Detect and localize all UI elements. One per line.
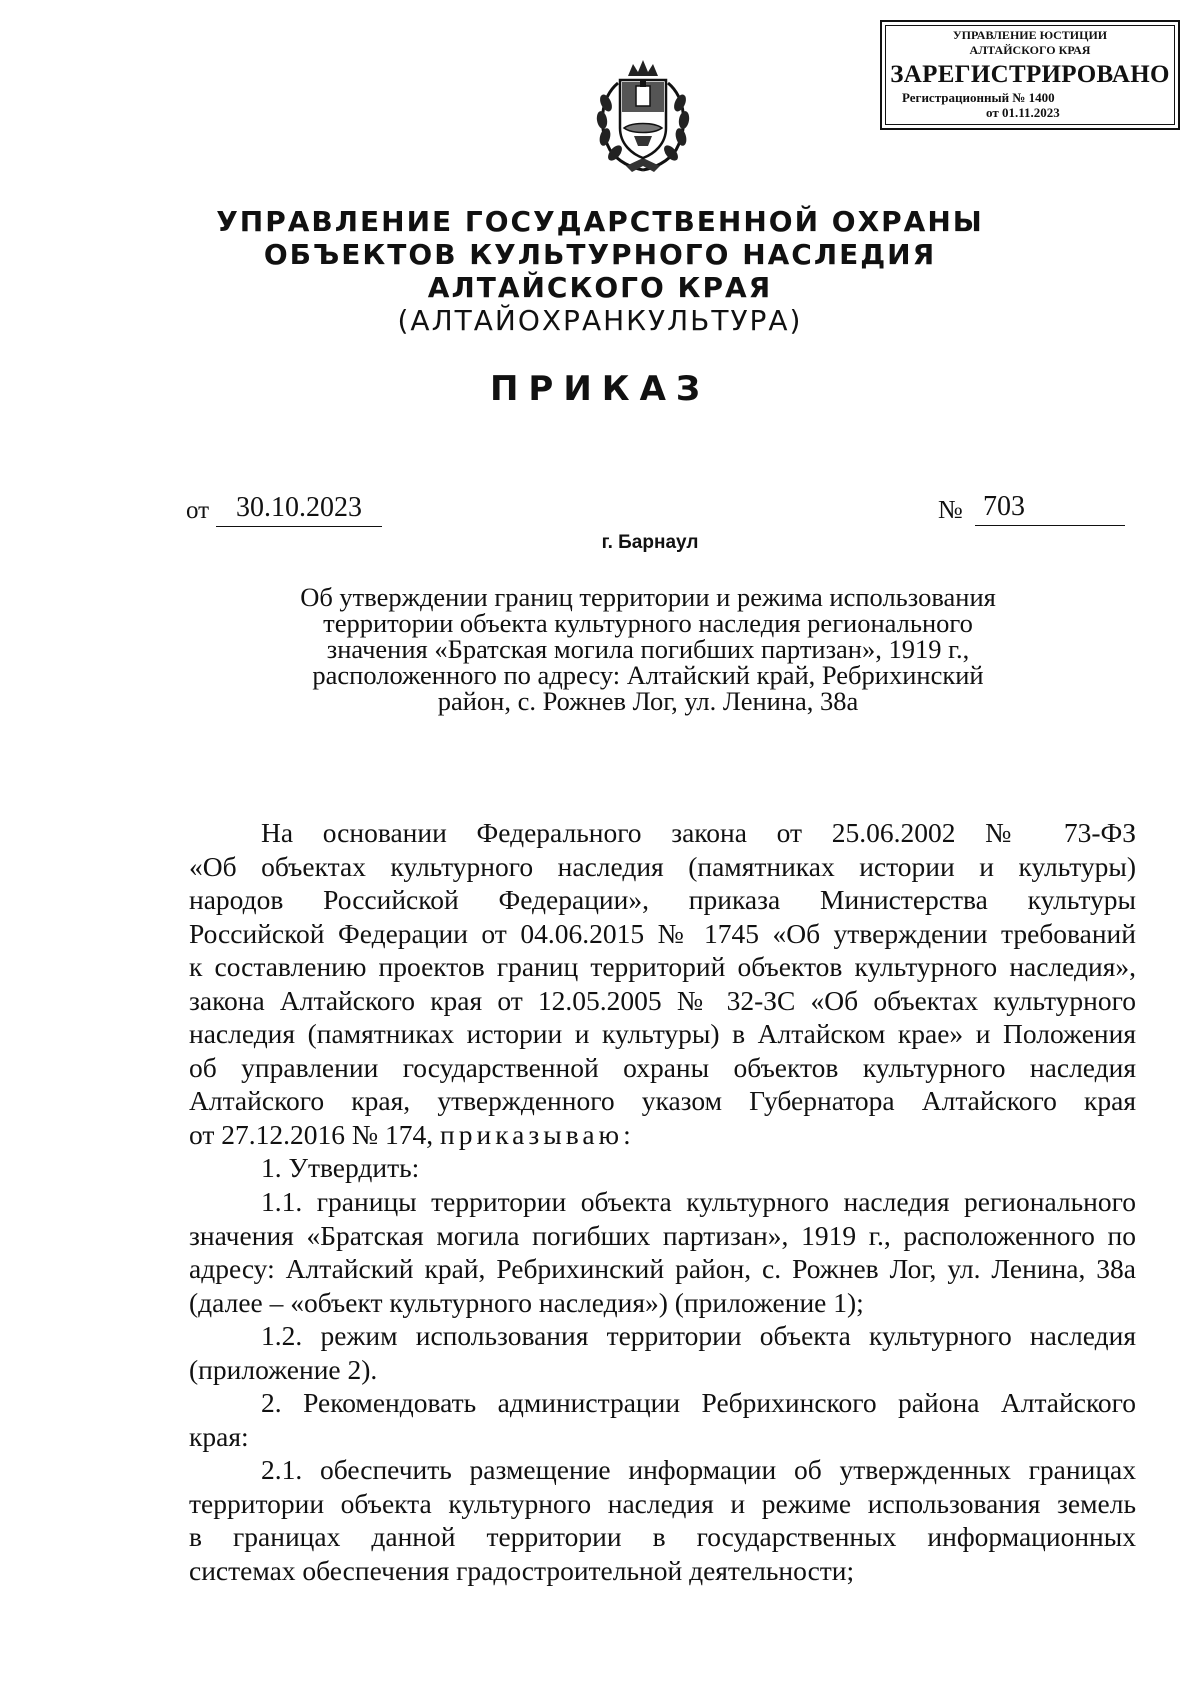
subject-line: значения «Братская могила погибших партизан», 1919 г., <box>326 634 970 664</box>
preamble-paragraph <box>189 816 1136 1151</box>
altai-krai-coat-of-arms-icon <box>588 58 698 176</box>
subject-line: территории объекта культурного наследия регионального <box>323 608 973 638</box>
preamble-line: к составлению проектов границ территорий объектов культурного наследия», <box>189 951 1136 982</box>
item-line: 1. Утвердить: <box>261 1152 420 1183</box>
number-label: № <box>938 495 963 524</box>
stamp-authority-line2: АЛТАЙСКОГО КРАЯ <box>969 43 1091 57</box>
preamble-line: На основании Федерального закона от 25.06.2002 № 73-ФЗ <box>261 817 1136 848</box>
item-line: края: <box>189 1420 249 1452</box>
preamble-line: «Об объектах культурного наследия (памятниках истории и культуры) <box>189 850 1136 882</box>
preamble-line: закона Алтайского края от 12.05.2005 № 32-ЗС «Об объектах культурного <box>189 984 1136 1016</box>
item-line: 2. Рекомендовать администрации Ребрихинского района Алтайского <box>261 1387 1136 1418</box>
subject-line: расположенного по адресу: Алтайский край, Ребрихинский <box>312 660 984 690</box>
item-line: (приложение 2). <box>189 1353 378 1385</box>
item-2 <box>189 1386 1136 1453</box>
org-name-line3: АЛТАЙСКОГО КРАЯ <box>427 271 773 304</box>
registration-stamp-frame <box>885 25 1175 125</box>
stamp-title: ЗАРЕГИСТРИРОВАНО <box>890 61 1170 88</box>
date-label: от <box>186 497 210 524</box>
item-line: 1.2. режим использования территории объекта культурного наследия <box>261 1320 1136 1351</box>
item-line: 2.1. обеспечить размещение информации об утвержденных границах <box>261 1454 1136 1485</box>
registration-stamp <box>880 20 1180 130</box>
item-line: адресу: Алтайский край, Ребрихинский район, с. Рожнев Лог, ул. Ленина, 38а <box>189 1253 1136 1284</box>
item-line: системах обеспечения градостроительной деятельности; <box>189 1554 855 1586</box>
item-line: территории объекта культурного наследия и режиме использования земель <box>189 1487 1136 1519</box>
preamble-line: Алтайского края, утвержденного указом Губернатора Алтайского края <box>189 1085 1136 1116</box>
org-name-line1: УПРАВЛЕНИЕ ГОСУДАРСТВЕННОЙ ОХРАНЫ <box>216 205 984 238</box>
item-line: 1.1. границы территории объекта культурного наследия регионального <box>261 1186 1136 1217</box>
order-subject <box>240 584 1056 714</box>
preamble-line: народов Российской Федерации», приказа Министерства культуры <box>189 884 1136 915</box>
preamble-line-last <box>189 1118 1136 1152</box>
item-1-1 <box>189 1185 1136 1319</box>
org-name-line2: ОБЪЕКТОВ КУЛЬТУРНОГО НАСЛЕДИЯ <box>263 238 937 271</box>
stamp-reg-number: Регистрационный № 1400 <box>902 90 1055 105</box>
preamble-line: наследия (памятниках истории и культуры) в Алтайском крае» и Положения <box>189 1018 1136 1049</box>
item-line: в границах данной территории в государственных информационных <box>189 1521 1136 1552</box>
document-type-title: ПРИКАЗ <box>489 369 711 409</box>
preamble-line: об управлении государственной охраны объектов культурного наследия <box>189 1051 1136 1083</box>
item-1-2 <box>189 1319 1136 1386</box>
item-line: (далее – «объект культурного наследия») (приложение 1); <box>189 1286 864 1318</box>
stamp-authority-line1: УПРАВЛЕНИЕ ЮСТИЦИИ <box>952 28 1108 42</box>
order-date: 30.10.2023 <box>216 492 382 527</box>
preamble-line: от 27.12.2016 № 174, <box>189 1118 434 1150</box>
org-abbreviation: (АЛТАЙОХРАНКУЛЬТУРА) <box>397 304 803 337</box>
item-line: значения «Братская могила погибших партизан», 1919 г., расположенного по <box>189 1219 1136 1251</box>
subject-line: район, с. Рожнев Лог, ул. Ленина, 38а <box>437 686 859 716</box>
order-number: 703 <box>975 491 1125 526</box>
city-name: г. Барнаул <box>601 532 699 553</box>
subject-line: Об утверждении границ территории и режима использования <box>300 582 996 612</box>
item-2-1 <box>189 1453 1136 1587</box>
order-word: приказываю: <box>440 1118 635 1150</box>
preamble-line: Российской Федерации от 04.06.2015 № 1745 «Об утверждении требований <box>189 917 1136 949</box>
item-1 <box>189 1151 1136 1185</box>
stamp-reg-date: от 01.11.2023 <box>986 105 1060 120</box>
